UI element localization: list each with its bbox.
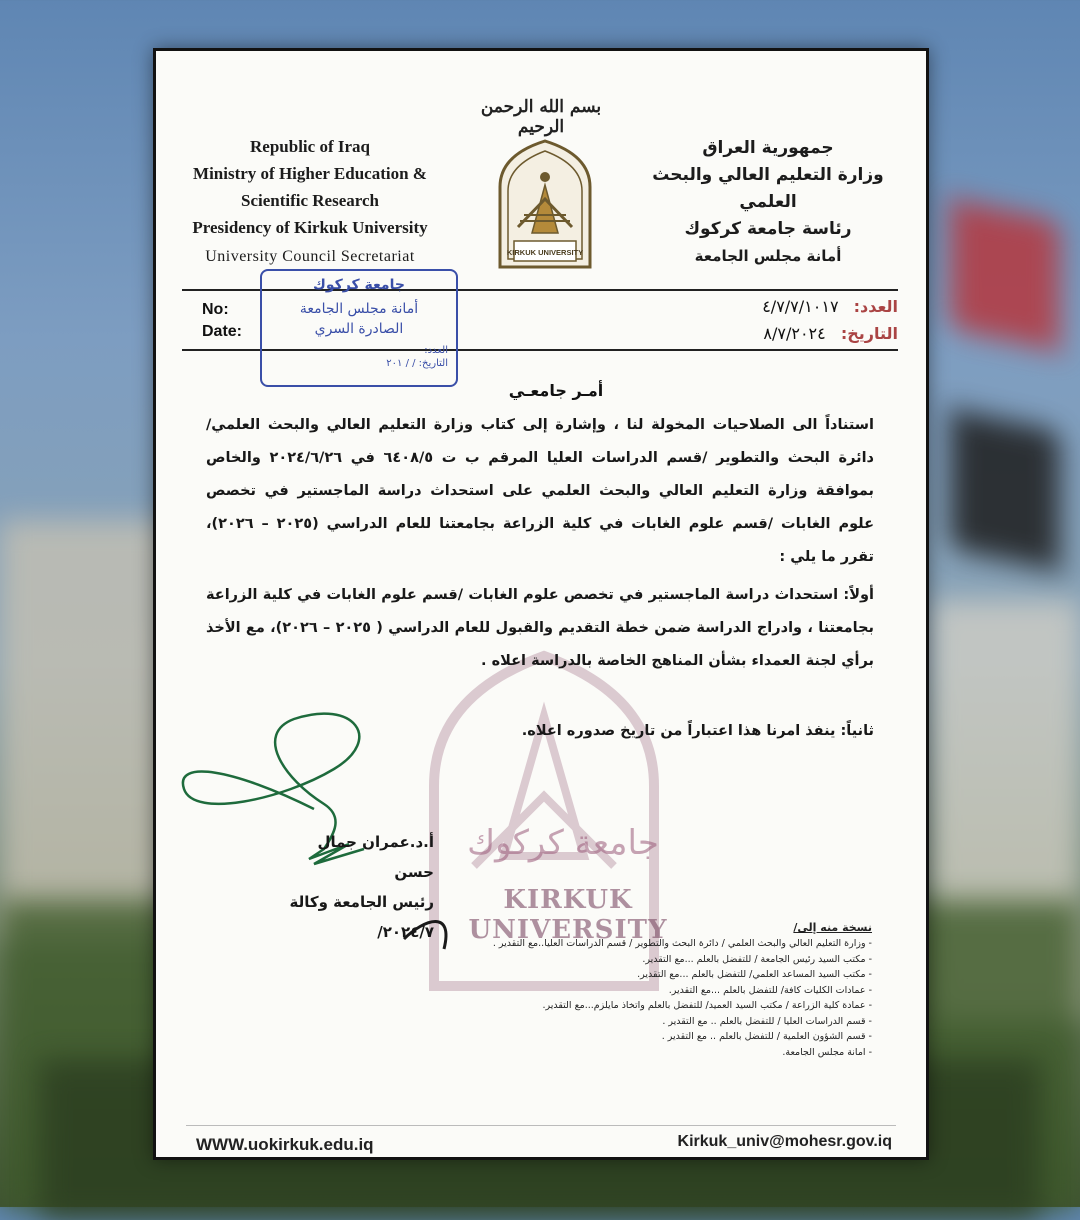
ref-number-label: No: bbox=[202, 301, 229, 318]
english-header-line-1: Republic of Iraq bbox=[250, 137, 370, 156]
copies-item: - وزارة التعليم العالي والبحث العلمي / دائرة البحث والتطوير / قسم الدراسات العليا..مع التقدير . bbox=[492, 938, 872, 949]
arabic-ref-number bbox=[762, 297, 898, 316]
paragraph-preamble: استناداً الى الصلاحيات المخولة لنا ، وإشارة إلى كتاب وزارة التعليم العالي والبحث العلمي/ دائرة البحث والتطوير /قسم الدراسات العليا المرقم ب ت ٦٤٠٨/٥ في ٢٠٢٤/٦/٢٦ والخاص بموافقة وزارة التعليم العالي والبحث العلمي على استحداث دراسة الماجستير في تخصص علوم الغابات /قسم علوم الغابات في كلية الزراعة بجامعتنا للعام الدراسي (٢٠٢٥ – ٢٠٢٦)، تقرر ما يلي : bbox=[206, 417, 874, 565]
copies-item: - قسم الشؤون العلمية / للتفضل بالعلم .. مع التقدير . bbox=[661, 1031, 872, 1042]
background-flag-red bbox=[950, 198, 1060, 351]
copies-item: - مكتب السيد المساعد العلمي/ للتفضل بالعلم ...مع التقدير. bbox=[637, 969, 872, 980]
copies-item: - قسم الدراسات العليا / للتفضل بالعلم .. مع التقدير . bbox=[662, 1015, 872, 1027]
signature-block bbox=[274, 827, 434, 947]
copies-heading: نسخة منه إلى/ bbox=[793, 921, 872, 934]
english-header-line-5: University Council Secretariat bbox=[205, 248, 415, 265]
arabic-header-line-2: وزارة التعليم العالي والبحث العلمي bbox=[652, 165, 884, 212]
copies-item: - عمادات الكليات كافة/ للتفضل بالعلم ...مع التقدير. bbox=[668, 984, 872, 996]
stamp-line-5: التاريخ: / / ٢٠١ bbox=[386, 358, 448, 369]
arabic-header-line-4: أمانة مجلس الجامعة bbox=[694, 247, 842, 265]
arabic-header-line-3: رئاسة جامعة كركوك bbox=[684, 219, 852, 239]
footer-email: Kirkuk_univ@mohesr.gov.iq bbox=[677, 1133, 892, 1150]
english-header-line-3: Scientific Research bbox=[240, 191, 379, 210]
arabic-ref-date bbox=[763, 324, 898, 343]
university-logo-icon bbox=[492, 137, 598, 273]
paragraph-second-decision: ثانياً: ينفذ امرنا هذا اعتباراً من تاريخ صدوره اعلاه. bbox=[521, 723, 874, 739]
copies-item: - عمادة كلية الزراعة / مكتب السيد العميد/ للتفضل بالعلم واتخاذ مايلزم...مع التقدير. bbox=[542, 1000, 872, 1011]
logo-caption: KIRKUK UNIVERSITY bbox=[506, 248, 584, 257]
document-title: أمـر جامعـي bbox=[508, 381, 604, 400]
stamp-line-1: جامعة كركوك bbox=[313, 277, 405, 293]
arabic-ref-date-value: ٨/٧/٢٠٢٤ bbox=[763, 324, 826, 343]
stamp-line-4: العدد: bbox=[424, 345, 448, 356]
copies-list bbox=[412, 921, 872, 1060]
watermark-english-text: KIRKUK UNIVERSITY bbox=[468, 885, 668, 945]
signer-position: رئيس الجامعة وكالة bbox=[289, 893, 434, 911]
watermark-arabic-text: جامعة كركوك bbox=[467, 823, 659, 863]
copies-item: - مكتب السيد رئيس الجامعة / للتفضل بالعلم ...مع التقدير. bbox=[642, 953, 872, 965]
signer-name: أ.د.عمران جمال حسن bbox=[317, 833, 434, 881]
arabic-header-line-1: جمهورية العراق bbox=[702, 138, 834, 158]
stamp-line-2: أمانة مجلس الجامعة bbox=[299, 301, 419, 317]
copies-item: - امانة مجلس الجامعة. bbox=[782, 1046, 872, 1058]
english-header bbox=[180, 133, 440, 270]
paragraph-first-decision: أولاً: استحداث دراسة الماجستير في تخصص علوم الغابات /قسم علوم الغابات في كلية الزراعة بجامعتنا ، وادراج الدراسة ضمن خطة التقديم والقبول للعام الدراسي ( ٢٠٢٥ – ٢٠٢٦)، مع الأخذ برأي لجنة العمداء بشأن المناهج الخاصة بالدراسة اعلاه . bbox=[206, 587, 874, 669]
document-page bbox=[153, 48, 929, 1160]
footer-website: WWW.uokirkuk.edu.iq bbox=[196, 1135, 374, 1154]
arabic-ref-number-label: العدد: bbox=[853, 297, 898, 316]
arabic-ref-date-label: التاريخ: bbox=[840, 324, 898, 343]
background-flag-black bbox=[950, 408, 1060, 571]
footer-divider bbox=[186, 1125, 896, 1126]
arabic-ref-number-value: ٤/٧/٧/١٠١٧ bbox=[762, 297, 839, 316]
arabic-header bbox=[638, 135, 898, 270]
signer-date: ٢٠٢٤/٧/ bbox=[377, 923, 434, 941]
secretariat-stamp bbox=[260, 269, 458, 387]
ref-date-label: Date: bbox=[202, 323, 243, 340]
basmala: بسم الله الرحمن الرحيم bbox=[480, 97, 602, 137]
english-header-line-4: Presidency of Kirkuk University bbox=[192, 218, 428, 237]
english-header-line-2: Ministry of Higher Education & bbox=[193, 164, 427, 183]
stamp-line-3: الصادرة السري bbox=[314, 321, 404, 337]
